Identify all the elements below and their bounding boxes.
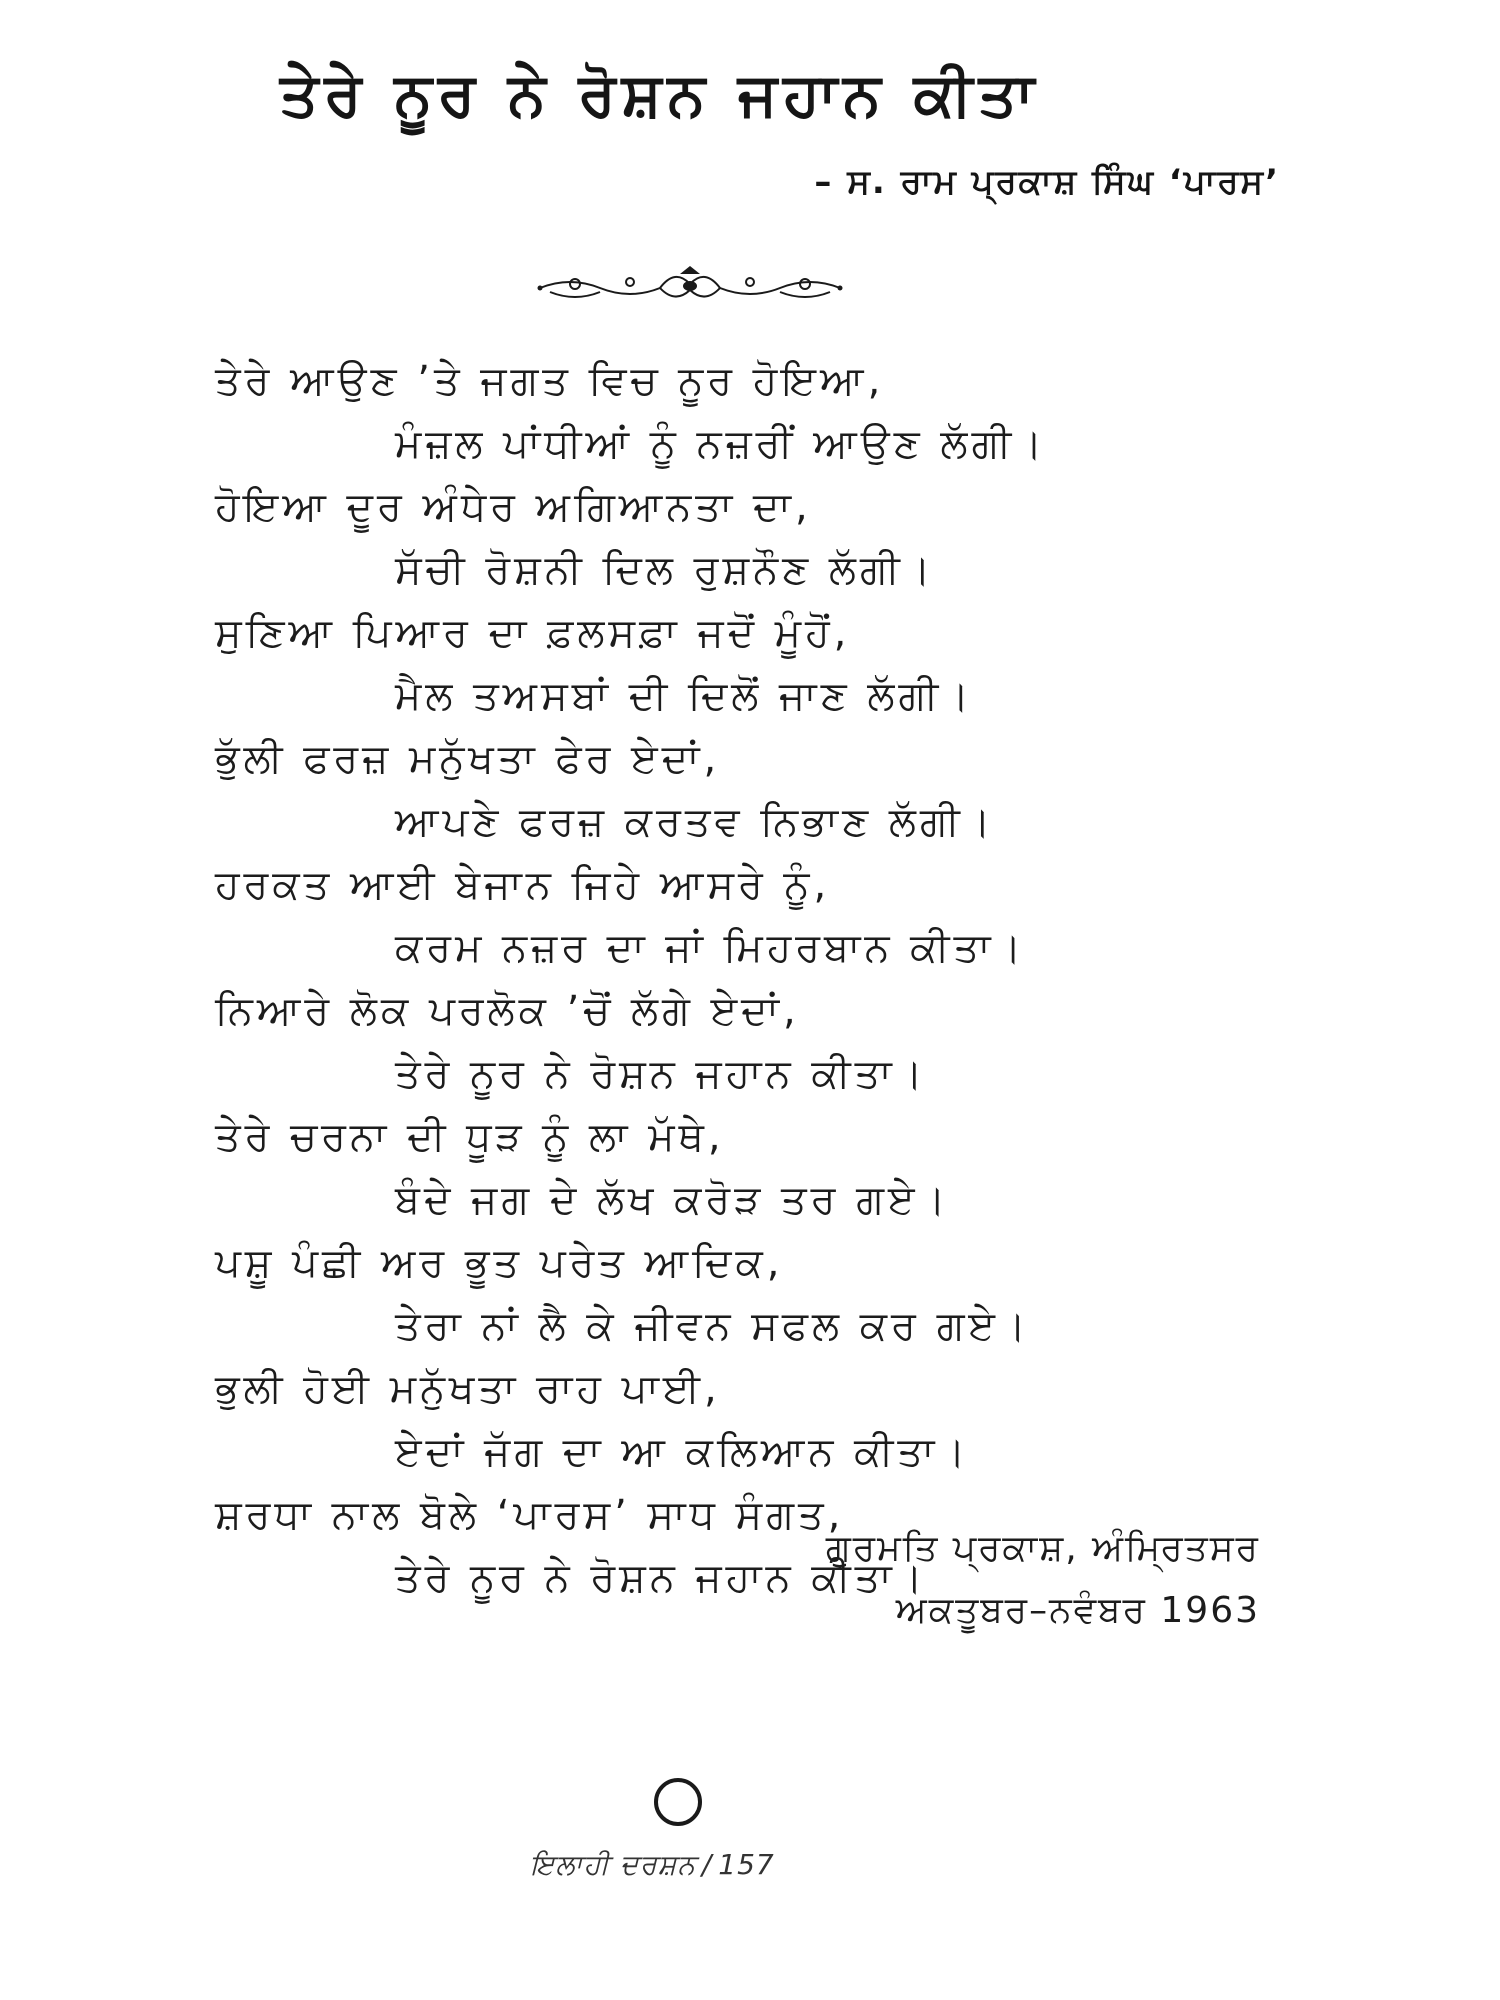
page-footer <box>530 1848 830 1882</box>
poem-line: ਤੇਰਾ ਨਾਂ ਲੈ ਕੇ ਜੀਵਨ ਸਫਲ ਕਰ ਗਏ। <box>395 1303 1030 1349</box>
poem-line: ਮੰਜ਼ਲ ਪਾਂਧੀਆਂ ਨੂੰ ਨਜ਼ਰੀਂ ਆਉਣ ਲੱਗੀ। <box>395 421 1047 467</box>
poem-line: ਬੰਦੇ ਜਗ ਦੇ ਲੱਖ ਕਰੋੜ ਤਰ ਗਏ। <box>395 1177 950 1223</box>
poem-line: ਹਰਕਤ ਆਈ ਬੇਜਾਨ ਜਿਹੇ ਆਸਰੇ ਨੂੰ, <box>215 862 831 908</box>
poem-line: ਸ਼ਰਧਾ ਨਾਲ ਬੋਲੇ ‘ਪਾਰਸ’ ਸਾਧ ਸੰਗਤ, <box>215 1492 845 1538</box>
poem-line: ਪਸ਼ੂ ਪੰਛੀ ਅਰ ਭੂਤ ਪਰੇਤ ਆਦਿਕ, <box>215 1240 784 1286</box>
circle-icon <box>654 1778 702 1826</box>
poem-line: ਹੋਇਆ ਦੂਰ ਅੰਧੇਰ ਅਗਿਆਨਤਾ ਦਾ, <box>215 484 812 530</box>
poem-line: ਨਿਆਰੇ ਲੋਕ ਪਰਲੋਕ ’ਚੋਂ ਲੱਗੇ ਏਦਾਂ, <box>215 988 800 1034</box>
source-date: ਅਕਤੂਬਰ–ਨਵੰਬਰ 1963 <box>895 1590 1260 1631</box>
poem-line: ਤੇਰੇ ਚਰਨਾ ਦੀ ਧੂੜ ਨੂੰ ਲਾ ਮੱਥੇ, <box>215 1114 725 1160</box>
poem-line: ਆਪਣੇ ਫਰਜ਼ ਕਰਤਵ ਨਿਭਾਣ ਲੱਗੀ। <box>395 799 995 845</box>
poem-line: ਤੇਰੇ ਨੂਰ ਨੇ ਰੋਸ਼ਨ ਜਹਾਨ ਕੀਤਾ। <box>395 1555 927 1601</box>
floral-divider-icon <box>530 262 850 308</box>
footer-book-title: ਇਲਾਹੀ ਦਰਸ਼ਨ <box>530 1848 696 1881</box>
poem-line: ਭੁੱਲੀ ਫਰਜ਼ ਮਨੁੱਖਤਾ ਫੇਰ ਏਦਾਂ, <box>215 736 721 782</box>
poem-author: – ਸ. ਰਾਮ ਪ੍ਰਕਾਸ਼ ਸਿੰਘ ‘ਪਾਰਸ’ <box>814 162 1280 202</box>
footer-separator: / <box>701 1848 713 1881</box>
poem-line: ਸੁਣਿਆ ਪਿਆਰ ਦਾ ਫ਼ਲਸਫ਼ਾ ਜਦੋਂ ਮੂੰਹੋਂ, <box>215 610 851 656</box>
poem-title: ਤੇਰੇ ਨੂਰ ਨੇ ਰੋਸ਼ਨ ਜਹਾਨ ਕੀਤਾ <box>280 60 1041 130</box>
poem-line: ਸੱਚੀ ਰੋਸ਼ਨੀ ਦਿਲ ਰੁਸ਼ਨੌਣ ਲੱਗੀ। <box>395 547 935 593</box>
poem-line: ਏਦਾਂ ਜੱਗ ਦਾ ਆ ਕਲਿਆਨ ਕੀਤਾ। <box>395 1429 970 1475</box>
poem-line: ਤੇਰੇ ਨੂਰ ਨੇ ਰੋਸ਼ਨ ਜਹਾਨ ਕੀਤਾ। <box>395 1051 927 1097</box>
poem-line: ਭੁਲੀ ਹੋਈ ਮਨੁੱਖਤਾ ਰਾਹ ਪਾਈ, <box>215 1366 721 1412</box>
poem-line: ਕਰਮ ਨਜ਼ਰ ਦਾ ਜਾਂ ਮਿਹਰਬਾਨ ਕੀਤਾ। <box>395 925 1026 971</box>
source-citation <box>660 1518 1260 1642</box>
footer-page-number: 157 <box>718 1848 775 1881</box>
poem-line: ਮੈਲ ਤਅਸਬਾਂ ਦੀ ਦਿਲੋਂ ਜਾਣ ਲੱਗੀ। <box>395 673 974 719</box>
source-publication: ਗੁਰਮਤਿ ਪ੍ਰਕਾਸ਼, ਅੰਮ੍ਰਿਤਸਰ <box>825 1528 1260 1569</box>
poem-line: ਤੇਰੇ ਆਉਣ ’ਤੇ ਜਗਤ ਵਿਚ ਨੂਰ ਹੋਇਆ, <box>215 358 885 404</box>
poem-body <box>215 350 1315 1610</box>
